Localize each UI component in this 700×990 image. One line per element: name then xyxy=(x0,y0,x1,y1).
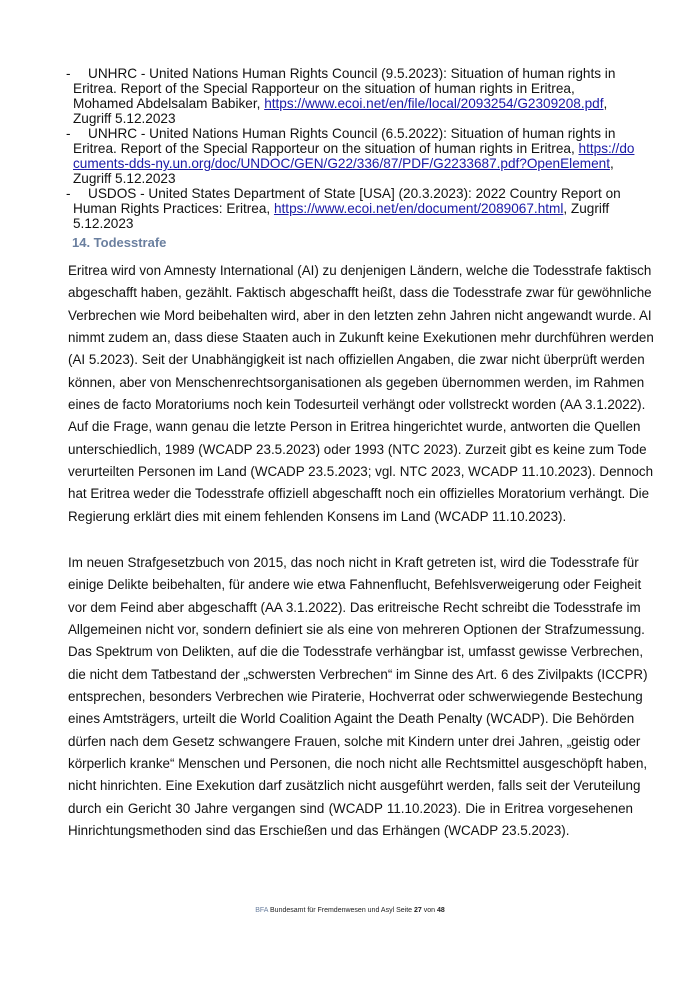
paragraph-line: körperlich kranke“ Menschen und Personen, die noch nicht alle Rechtsmittel ausgeschöpft haben, xyxy=(68,756,648,772)
paragraph-line: entsprechen, besonders Verbrechen wie Piraterie, Hochverrat oder schwerwiegende Bestechung xyxy=(68,689,643,705)
paragraph-line: Verbrechen wie Mord beibehalten wird, aber in den letzten zehn Jahren nicht angewandt wurde. AI xyxy=(68,307,652,323)
reference-access-date: , Zugriff 5.12.2023 xyxy=(73,156,614,186)
paragraph-1 xyxy=(68,260,654,528)
list-dash: - xyxy=(66,66,71,81)
reference-item xyxy=(66,126,636,186)
paragraph-line: Das Spektrum von Delikten, auf die die Todesstrafe verhängbar ist, umfasst gewisse Verbrechen, xyxy=(68,644,644,660)
paragraph-line: (AI 5.2023). Seit der Unabhängigkeit ist nach offiziellen Angaben, die zwar nicht überprüft werden xyxy=(68,352,645,368)
paragraph-line: Eritrea wird von Amnesty International (AI) zu denjenigen Ländern, welche die Todesstrafe faktisch xyxy=(68,263,652,278)
paragraph-2 xyxy=(68,552,648,842)
reference-first-line: UNHRC - United Nations Human Rights Council (9.5.2023): Situation of human rights in xyxy=(88,66,616,81)
paragraph-line: Regierung erklärt dies mit einem fehlenden Konsens im Land (WCADP 11.10.2023). xyxy=(68,508,567,524)
reference-link[interactable]: https://documents-dds-ny.un.org/doc/UNDOC/GEN/G22/336/87/PDF/G2233687.pdf?OpenElement xyxy=(73,141,635,171)
paragraph-line: abgeschafft haben, gezählt. Faktisch abgeschafft heißt, dass die Todesstrafe zwar für gewöhnliche xyxy=(68,285,652,301)
paragraph-line: eines Amtsträgers, urteilt die World Coalition Againt the Death Penalty (WCADP). Die Behörden xyxy=(68,711,635,727)
paragraph-line: die nicht dem Tatbestand der „schwersten Verbrechen“ im Sinne des Art. 6 des Zivilpakts (ICCPR) xyxy=(68,666,648,682)
footer-org: Bundesamt für Fremdenwesen und Asyl Seite xyxy=(268,907,414,914)
reference-item xyxy=(66,66,636,126)
section-heading: 14. Todesstrafe xyxy=(72,235,167,250)
paragraph-line: vor dem Feind aber abgeschafft (AA 3.1.2022). Das eritreische Recht schreibt die Todesstrafe im xyxy=(68,599,641,615)
paragraph-line: Hinrichtungsmethoden sind das Erschießen und das Erhängen (WCADP 23.5.2023). xyxy=(68,823,570,839)
paragraph-line: können, aber von Menschenrechtsorganisationen als gegeben übernommen werden, im Rahmen xyxy=(68,374,645,390)
paragraph-line: nicht hinrichten. Eine Exekution darf zusätzlich nicht ausgeführt werden, falls seit der Veruteilung xyxy=(68,778,641,794)
paragraph-line: Allgemeinen nicht vor, sondern definiert sie als eine von mehreren Optionen der Strafzumessung. xyxy=(68,622,645,638)
paragraph-line: verurteilten Personen im Land (WCADP 23.5.2023; vgl. NTC 2023, WCADP 11.10.2023). Dennoch xyxy=(68,464,654,480)
reference-text: Eritrea. Report of the Special Rapporteur on the situation of human rights in Eritrea, Mohamed Abdelsalam Babiker, xyxy=(73,81,575,111)
paragraph-line: unterschiedlich, 1989 (WCADP 23.5.2023) oder 1993 (NTC 2023). Zurzeit gibt es keine zum Tode xyxy=(68,441,647,457)
reference-first-line: UNHRC - United Nations Human Rights Council (6.5.2022): Situation of human rights in xyxy=(88,126,616,141)
reference-text: Human Rights Practices: Eritrea, xyxy=(73,201,274,216)
footer-page-total: 48 xyxy=(436,907,445,914)
list-dash: - xyxy=(66,186,71,201)
paragraph-line: nimmt zudem an, dass diese Staaten auch in Zukunft keine Exekutionen mehr durchführen werden xyxy=(68,330,654,346)
reference-link[interactable]: https://www.ecoi.net/en/document/2089067.html xyxy=(273,201,564,216)
reference-link[interactable]: https://www.ecoi.net/en/file/local/2093254/G2309208.pdf xyxy=(264,96,604,111)
reference-text: Eritrea. Report of the Special Rapporteur on the situation of human rights in Eritrea, xyxy=(73,141,579,156)
paragraph-line: Im neuen Strafgesetzbuch von 2015, das noch nicht in Kraft getreten ist, wird die Todesstrafe für xyxy=(68,555,639,570)
footer-brand: BFA xyxy=(255,907,269,914)
list-dash: - xyxy=(66,126,71,141)
paragraph-line: dürfen nach dem Gesetz schwangere Frauen, solche mit Kindern unter drei Jahren, „geistig oder xyxy=(68,733,641,749)
reference-item xyxy=(66,186,636,231)
paragraph-line: eines de facto Moratoriums noch kein Todesurteil verhängt oder vollstreckt worden (AA 3.1.2022). xyxy=(68,397,646,413)
reference-access-date: , Zugriff 5.12.2023 xyxy=(73,201,610,231)
paragraph-line: einige Delikte beibehalten, für andere wie etwa Fahnenflucht, Befehlsverweigerung oder Feigheit xyxy=(68,577,642,593)
footer-sep: von xyxy=(421,907,437,914)
reference-first-line: USDOS - United States Department of State [USA] (20.3.2023): 2022 Country Report on xyxy=(88,186,621,201)
reference-list xyxy=(66,66,636,231)
paragraph-line: hat Eritrea weder die Todesstrafe offiziell abgeschafft noch ein offizielles Moratorium verhängt. Die xyxy=(68,486,650,502)
reference-access-date: , Zugriff 5.12.2023 xyxy=(73,96,608,126)
page-footer xyxy=(0,907,700,914)
paragraph-line: Auf die Frage, wann genau die letzte Person in Eritrea hingerichtet wurde, antworten die Quellen xyxy=(68,419,641,435)
paragraph-line: durch ein Gericht 30 Jahre vergangen sind (WCADP 11.10.2023). Die in Eritrea vorgesehenen xyxy=(68,800,633,816)
footer-page-number: 27 xyxy=(413,907,422,914)
